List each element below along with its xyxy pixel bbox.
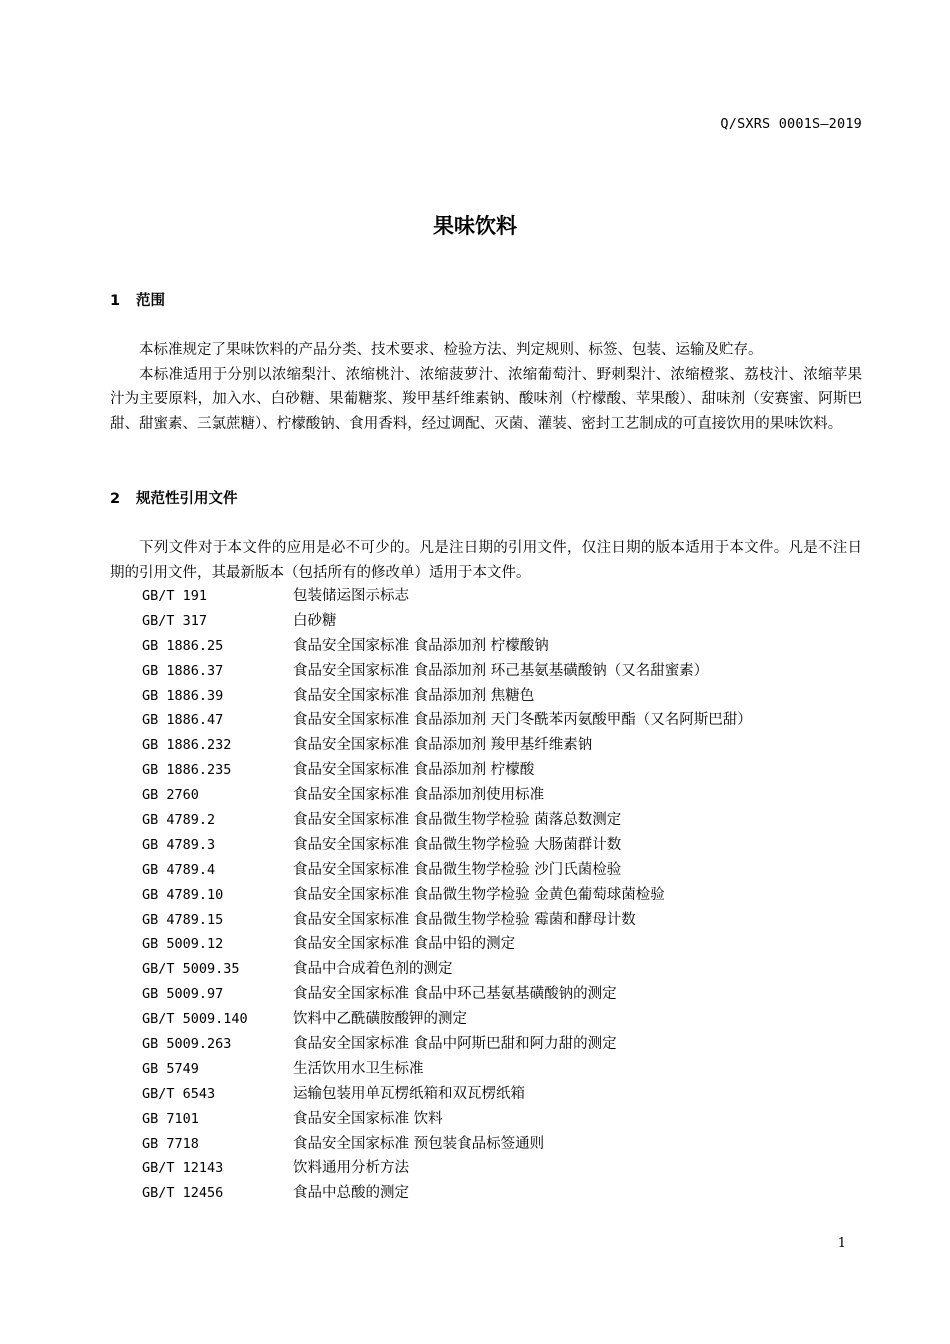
reference-title: 运输包装用单瓦楞纸箱和双瓦楞纸箱	[293, 1085, 525, 1102]
reference-row	[142, 1156, 862, 1181]
reference-code: GB 1886.39	[142, 687, 224, 704]
reference-title: 食品安全国家标准 食品添加剂 天门冬酰苯丙氨酸甲酯（又名阿斯巴甜）	[293, 712, 752, 729]
reference-row	[142, 634, 862, 659]
reference-code: GB/T 317	[142, 612, 208, 629]
reference-code: GB 7101	[142, 1110, 199, 1127]
reference-code: GB 1886.47	[142, 712, 224, 729]
reference-code: GB 4789.10	[142, 886, 224, 903]
reference-code: GB/T 12143	[142, 1160, 224, 1177]
reference-row	[142, 1181, 862, 1206]
reference-title: 食品中总酸的测定	[293, 1185, 409, 1202]
reference-title: 生活饮用水卫生标准	[293, 1060, 424, 1077]
page-number: 1	[837, 1236, 846, 1251]
reference-code: GB/T 6543	[142, 1085, 216, 1102]
reference-code: GB 1886.37	[142, 662, 224, 679]
reference-title: 食品安全国家标准 食品微生物学检验 菌落总数测定	[293, 812, 622, 829]
reference-code: GB 1886.25	[142, 637, 224, 654]
paragraph: 本标准适用于分别以浓缩梨汁、浓缩桃汁、浓缩菠萝汁、浓缩葡萄汁、野刺梨汁、浓缩橙浆、荔枝汁、浓缩苹果汁为主要原料，加入水、白砂糖、果葡糖浆、羧甲基纤维素钠、酸味剂（柠檬酸、苹果酸）、甜味剂（安赛蜜、阿斯巴甜、甜蜜素、三氯蔗糖）、柠檬酸钠、食用香料，经过调配、灭菌、灌装、密封工艺制成的可直接饮用的果味饮料。	[110, 366, 862, 432]
reference-row	[142, 982, 862, 1007]
reference-title: 食品安全国家标准 食品添加剂 羧甲基纤维素钠	[293, 737, 593, 754]
reference-title: 食品安全国家标准 食品添加剂 环己基氨基磺酸钠（又名甜蜜素）	[293, 662, 709, 679]
reference-row	[142, 783, 862, 808]
reference-title: 食品安全国家标准 食品微生物学检验 大肠菌群计数	[293, 836, 622, 853]
reference-code: GB 4789.2	[142, 812, 216, 829]
section-title: 规范性引用文件	[136, 491, 238, 507]
reference-row	[142, 1132, 862, 1157]
paragraph: 本标准规定了果味饮料的产品分类、技术要求、检验方法、判定规则、标签、包装、运输及贮存。	[139, 342, 763, 358]
reference-row	[142, 708, 862, 733]
reference-row	[142, 858, 862, 883]
section-number: 2	[110, 491, 121, 507]
reference-code: GB 5009.97	[142, 986, 224, 1003]
section-1-heading	[110, 289, 165, 310]
reference-code: GB 5009.12	[142, 936, 224, 953]
section-1-body	[110, 338, 862, 436]
reference-code: GB/T 5009.35	[142, 961, 240, 978]
reference-row	[142, 1107, 862, 1132]
reference-row	[142, 758, 862, 783]
reference-row	[142, 808, 862, 833]
reference-code: GB 1886.235	[142, 762, 232, 779]
reference-title: 食品安全国家标准 食品添加剂 柠檬酸	[293, 762, 535, 779]
reference-row	[142, 932, 862, 957]
reference-row	[142, 957, 862, 982]
reference-row	[142, 833, 862, 858]
section-2-heading	[110, 487, 238, 508]
reference-code: GB 5009.263	[142, 1036, 232, 1053]
reference-code: GB 5749	[142, 1060, 199, 1077]
reference-row	[142, 659, 862, 684]
reference-title: 食品安全国家标准 食品添加剂 焦糖色	[293, 687, 535, 704]
reference-row	[142, 609, 862, 634]
reference-code: GB/T 191	[142, 588, 208, 604]
reference-code: GB 4789.4	[142, 861, 216, 878]
reference-title: 白砂糖	[293, 612, 337, 629]
reference-title: 饮料中乙酰磺胺酸钾的测定	[293, 1011, 467, 1028]
reference-code: GB 1886.232	[142, 737, 232, 754]
reference-row	[142, 1032, 862, 1057]
reference-row	[142, 1082, 862, 1107]
reference-code: GB 2760	[142, 787, 199, 804]
reference-row	[142, 1007, 862, 1032]
reference-title: 食品安全国家标准 食品添加剂使用标准	[293, 787, 545, 804]
reference-title: 食品安全国家标准 食品微生物学检验 沙门氏菌检验	[293, 861, 622, 878]
document-title: 果味饮料	[433, 214, 517, 238]
reference-title: 食品安全国家标准 食品添加剂 柠檬酸钠	[293, 637, 549, 654]
reference-code: GB 4789.15	[142, 911, 224, 928]
reference-title: 食品安全国家标准 饮料	[293, 1110, 443, 1127]
reference-row	[142, 733, 862, 758]
reference-code: GB 4789.3	[142, 836, 216, 853]
reference-row	[142, 684, 862, 709]
reference-code: GB 7718	[142, 1135, 199, 1152]
reference-title: 食品安全国家标准 食品微生物学检验 金黄色葡萄球菌检验	[293, 886, 665, 903]
reference-title: 食品安全国家标准 食品中环己基氨基磺酸钠的测定	[293, 986, 617, 1003]
paragraph: 下列文件对于本文件的应用是必不可少的。凡是注日期的引用文件，仅注日期的版本适用于本文件。凡是不注日期的引用文件，其最新版本（包括所有的修改单）适用于本文件。	[110, 540, 862, 581]
reference-title: 饮料通用分析方法	[293, 1160, 409, 1177]
reference-row	[142, 908, 862, 933]
reference-title: 食品中合成着色剂的测定	[293, 961, 453, 978]
reference-title: 包装储运图示标志	[293, 588, 409, 604]
reference-code: GB/T 12456	[142, 1185, 224, 1202]
section-title: 范围	[136, 293, 165, 309]
reference-title: 食品安全国家标准 预包装食品标签通则	[293, 1135, 545, 1152]
section-number: 1	[110, 293, 121, 309]
reference-title: 食品安全国家标准 食品中铅的测定	[293, 936, 516, 953]
reference-title: 食品安全国家标准 食品微生物学检验 霉菌和酵母计数	[293, 911, 636, 928]
reference-row	[142, 1057, 862, 1082]
reference-row	[142, 584, 862, 609]
reference-list	[142, 584, 862, 1206]
document-code: Q/SXRS 0001S—2019	[720, 116, 862, 132]
reference-code: GB/T 5009.140	[142, 1011, 248, 1028]
reference-row	[142, 883, 862, 908]
section-2-intro	[110, 536, 862, 585]
reference-title: 食品安全国家标准 食品中阿斯巴甜和阿力甜的测定	[293, 1036, 617, 1053]
